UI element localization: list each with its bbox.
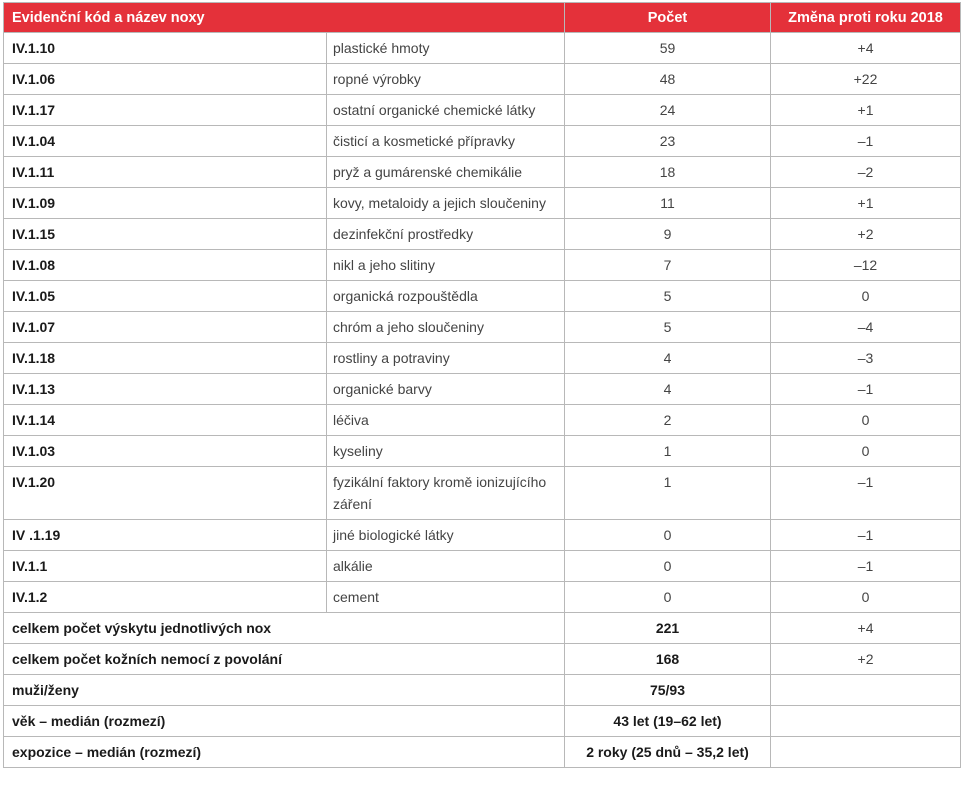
noxa-change: +22 xyxy=(771,64,961,95)
noxa-code: IV.1.09 xyxy=(4,188,327,219)
noxa-change: –1 xyxy=(771,374,961,405)
table-row xyxy=(4,405,961,436)
noxa-name: rostliny a potraviny xyxy=(327,343,565,374)
table-row xyxy=(4,467,961,520)
noxa-name: plastické hmoty xyxy=(327,33,565,64)
summary-label: muži/ženy xyxy=(4,675,565,706)
summary-label: expozice – medián (rozmezí) xyxy=(4,737,565,768)
header-count: Počet xyxy=(565,3,771,33)
table-row xyxy=(4,64,961,95)
noxa-count: 4 xyxy=(565,374,771,405)
noxa-code: IV.1.03 xyxy=(4,436,327,467)
noxa-code: IV.1.2 xyxy=(4,582,327,613)
noxa-name: jiné biologické látky xyxy=(327,520,565,551)
noxa-change: +4 xyxy=(771,33,961,64)
summary-change xyxy=(771,706,961,737)
summary-row xyxy=(4,706,961,737)
noxa-count: 5 xyxy=(565,312,771,343)
noxa-change: –3 xyxy=(771,343,961,374)
noxa-count: 59 xyxy=(565,33,771,64)
table-row xyxy=(4,374,961,405)
noxa-code: IV.1.17 xyxy=(4,95,327,126)
summary-label: věk – medián (rozmezí) xyxy=(4,706,565,737)
noxa-count: 0 xyxy=(565,582,771,613)
summary-row xyxy=(4,644,961,675)
table-row xyxy=(4,436,961,467)
noxa-count: 2 xyxy=(565,405,771,436)
noxa-name: kyseliny xyxy=(327,436,565,467)
noxa-code: IV.1.13 xyxy=(4,374,327,405)
noxa-change: –12 xyxy=(771,250,961,281)
summary-change: +4 xyxy=(771,613,961,644)
table-row xyxy=(4,95,961,126)
table-row xyxy=(4,126,961,157)
noxa-change: –4 xyxy=(771,312,961,343)
noxa-code: IV.1.11 xyxy=(4,157,327,188)
noxa-code: IV.1.20 xyxy=(4,467,327,520)
noxa-code: IV .1.19 xyxy=(4,520,327,551)
table-row xyxy=(4,281,961,312)
noxa-change: 0 xyxy=(771,436,961,467)
table-row xyxy=(4,582,961,613)
noxa-change: 0 xyxy=(771,281,961,312)
summary-row xyxy=(4,737,961,768)
noxa-change: –2 xyxy=(771,157,961,188)
noxy-table xyxy=(3,2,961,768)
noxa-change: 0 xyxy=(771,405,961,436)
summary-value: 43 let (19–62 let) xyxy=(565,706,771,737)
header-row xyxy=(4,3,961,33)
summary-label: celkem počet kožních nemocí z povolání xyxy=(4,644,565,675)
noxa-count: 0 xyxy=(565,520,771,551)
noxa-code: IV.1.07 xyxy=(4,312,327,343)
noxa-name: kovy, metaloidy a jejich sloučeniny xyxy=(327,188,565,219)
noxa-change: +1 xyxy=(771,95,961,126)
noxa-count: 7 xyxy=(565,250,771,281)
table-row xyxy=(4,219,961,250)
noxa-name: chróm a jeho sloučeniny xyxy=(327,312,565,343)
header-change: Změna proti roku 2018 xyxy=(771,3,961,33)
summary-row xyxy=(4,675,961,706)
noxy-rows xyxy=(4,33,961,613)
noxa-code: IV.1.04 xyxy=(4,126,327,157)
summary-rows xyxy=(4,613,961,768)
noxa-name: léčiva xyxy=(327,405,565,436)
noxa-name: organická rozpouštědla xyxy=(327,281,565,312)
noxa-count: 23 xyxy=(565,126,771,157)
noxa-count: 4 xyxy=(565,343,771,374)
noxa-name: nikl a jeho slitiny xyxy=(327,250,565,281)
noxa-count: 0 xyxy=(565,551,771,582)
noxa-count: 18 xyxy=(565,157,771,188)
noxa-count: 1 xyxy=(565,436,771,467)
noxa-count: 5 xyxy=(565,281,771,312)
summary-value: 168 xyxy=(565,644,771,675)
noxa-name: dezinfekční prostředky xyxy=(327,219,565,250)
noxa-code: IV.1.14 xyxy=(4,405,327,436)
noxa-change: –1 xyxy=(771,126,961,157)
summary-label: celkem počet výskytu jednotlivých nox xyxy=(4,613,565,644)
summary-change: +2 xyxy=(771,644,961,675)
table-row xyxy=(4,520,961,551)
noxa-name: pryž a gumárenské chemikálie xyxy=(327,157,565,188)
noxa-code: IV.1.10 xyxy=(4,33,327,64)
summary-change xyxy=(771,675,961,706)
noxa-code: IV.1.15 xyxy=(4,219,327,250)
noxa-change: 0 xyxy=(771,582,961,613)
noxa-count: 24 xyxy=(565,95,771,126)
noxa-code: IV.1.1 xyxy=(4,551,327,582)
summary-value: 2 roky (25 dnů – 35,2 let) xyxy=(565,737,771,768)
noxa-count: 9 xyxy=(565,219,771,250)
noxa-code: IV.1.18 xyxy=(4,343,327,374)
noxa-name: ropné výrobky xyxy=(327,64,565,95)
table-row xyxy=(4,33,961,64)
table-row xyxy=(4,157,961,188)
noxa-count: 1 xyxy=(565,467,771,520)
noxa-name: čisticí a kosmetické přípravky xyxy=(327,126,565,157)
noxa-name: fyzikální faktory kromě ionizujícího záření xyxy=(327,467,565,520)
summary-row xyxy=(4,613,961,644)
header-code-name: Evidenční kód a název noxy xyxy=(4,3,565,33)
noxa-code: IV.1.08 xyxy=(4,250,327,281)
noxa-name: cement xyxy=(327,582,565,613)
table-row xyxy=(4,343,961,374)
summary-value: 221 xyxy=(565,613,771,644)
noxa-change: +1 xyxy=(771,188,961,219)
noxa-change: –1 xyxy=(771,551,961,582)
noxa-name: ostatní organické chemické látky xyxy=(327,95,565,126)
noxa-change: –1 xyxy=(771,520,961,551)
summary-value: 75/93 xyxy=(565,675,771,706)
table-row xyxy=(4,551,961,582)
table-row xyxy=(4,188,961,219)
noxa-code: IV.1.05 xyxy=(4,281,327,312)
noxa-count: 11 xyxy=(565,188,771,219)
noxa-code: IV.1.06 xyxy=(4,64,327,95)
noxa-name: organické barvy xyxy=(327,374,565,405)
table-row xyxy=(4,250,961,281)
table-row xyxy=(4,312,961,343)
noxa-count: 48 xyxy=(565,64,771,95)
noxa-change: –1 xyxy=(771,467,961,520)
summary-change xyxy=(771,737,961,768)
noxa-change: +2 xyxy=(771,219,961,250)
noxa-name: alkálie xyxy=(327,551,565,582)
